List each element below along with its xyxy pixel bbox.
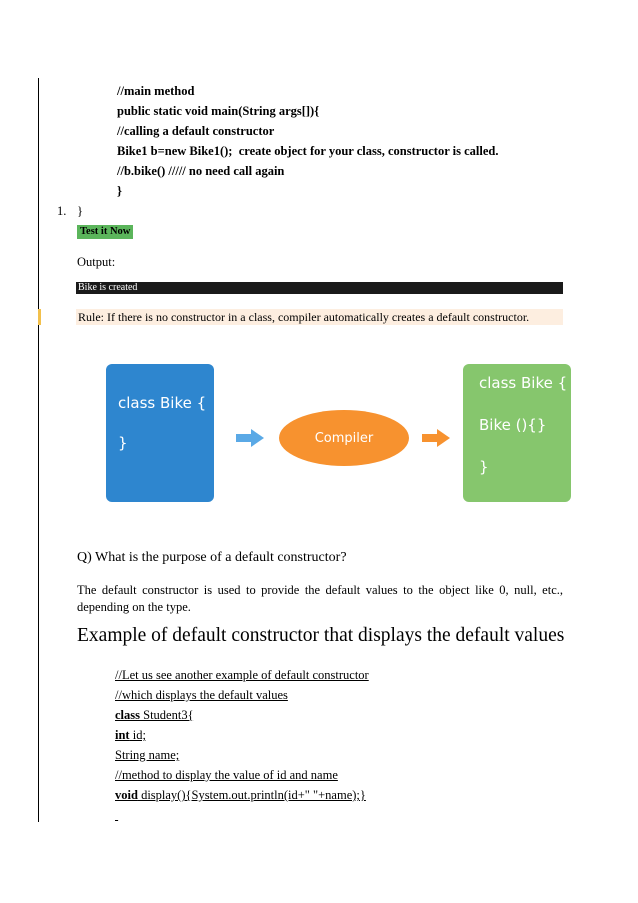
question-text: Q) What is the purpose of a default constructor?: [77, 550, 347, 565]
line-number: 1.: [57, 204, 67, 218]
code-text: display(){System.out.println(id+" "+name);}: [137, 788, 366, 802]
code-line: }: [117, 184, 122, 198]
compiler-node: [279, 410, 409, 466]
rule-note: Rule: If there is no constructor in a class, compiler automatically creates a default constructor.: [76, 309, 563, 325]
code-line: //calling a default constructor: [117, 124, 275, 138]
code-line: //main method: [117, 84, 195, 98]
output-label: Output:: [77, 255, 116, 269]
compiled-class-box: [463, 364, 571, 502]
code-line: //b.bike() ///// no need call again: [117, 164, 285, 178]
code-line: public static void main(String args[]){: [117, 104, 320, 118]
compiled-class-line: class Bike {: [479, 374, 568, 392]
rule-accent-bar: [38, 309, 41, 325]
code-text: id;: [129, 728, 146, 742]
code-line: [115, 728, 146, 743]
closing-brace: }: [77, 204, 83, 218]
section-heading: Example of default constructor that displays the default values: [77, 625, 565, 646]
code-line: //Let us see another example of default constructor: [115, 668, 369, 682]
code-line: //method to display the value of id and name: [115, 768, 338, 782]
compiler-label: Compiler: [314, 430, 374, 446]
keyword: int: [115, 728, 130, 742]
code-line: [115, 788, 366, 803]
code-line: //which displays the default values: [115, 688, 288, 702]
code-line: [115, 808, 118, 823]
source-class-box: [106, 364, 214, 502]
keyword: class: [115, 708, 140, 722]
source-class-line: class Bike {: [118, 394, 207, 412]
default-constructor-line: Bike (){}: [479, 416, 547, 434]
source-class-brace: }: [118, 434, 128, 452]
compiled-class-brace: }: [479, 458, 489, 476]
left-margin-line: [38, 78, 39, 822]
test-it-now-button[interactable]: Test it Now: [77, 225, 133, 239]
arrow-right-icon: [422, 429, 450, 447]
keyword: void: [115, 788, 138, 802]
code-line: [115, 708, 194, 723]
console-output: Bike is created: [76, 282, 563, 294]
code-text: Student3{: [140, 708, 194, 722]
code-line: Bike1 b=new Bike1(); create object for your class, constructor is called.: [117, 144, 499, 158]
code-line: String name;: [115, 748, 180, 762]
arrow-right-icon: [236, 429, 264, 447]
answer-paragraph: The default constructor is used to provide the default values to the object like 0, null, etc., depending on the type.: [77, 583, 563, 614]
